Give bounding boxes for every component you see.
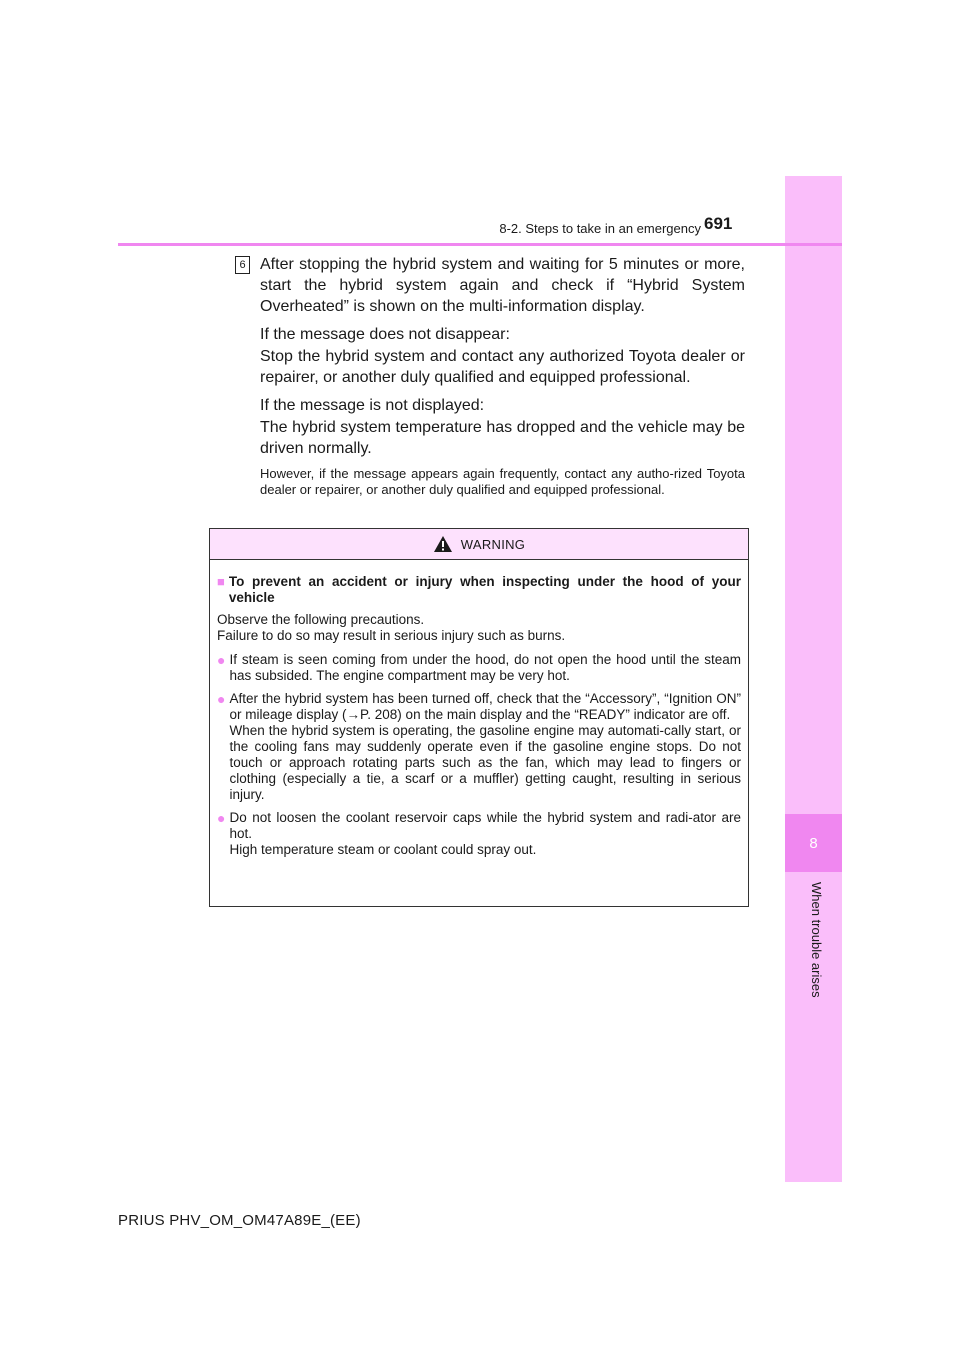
warning-title-row — [217, 574, 741, 606]
warning-intro-line1: Observe the following precautions. — [217, 612, 425, 627]
warning-bullet-line2: When the hybrid system is operating, the gasoline engine may automati-cally start, or the cooling fans may suddenly operate even if the gasoline engine stops. Do not touch or approach rotating parts such as the fan, which may lead to fingers or clothing (especially a tie, a scarf or a muffler) getting caught, resulting in serious injury. — [229, 723, 741, 802]
warning-bullet-text — [229, 810, 741, 858]
warning-bullet-line1: After the hybrid system has been turned off, check that the “Accessory”, “Ignition ON” or mileage display (→P. 208) on the main display and the “READY” indicator are off. — [229, 691, 741, 722]
step-note: However, if the message appears again frequently, contact any autho-rized Toyota dealer or repairer, or another duly qualified and equipped professional. — [260, 466, 745, 497]
header-divider — [118, 243, 842, 246]
chapter-side-tab — [785, 176, 842, 1182]
warning-bullet-text: If steam is seen coming from under the hood, do not open the hood until the steam has subsided. The engine compartment may be very hot. — [229, 652, 741, 683]
warning-header — [210, 529, 748, 560]
step-paragraph: After stopping the hybrid system and waiting for 5 minutes or more, start the hybrid system again and check if “Hybrid System Overheated” is shown on the multi-information display. — [260, 256, 745, 315]
case2-text: The hybrid system temperature has dropped and the vehicle may be driven normally. — [260, 419, 745, 457]
warning-bullet-line2: High temperature steam or coolant could spray out. — [229, 842, 537, 857]
warning-triangle-icon — [433, 535, 453, 553]
section-title: 8-2. Steps to take in an emergency — [499, 221, 701, 236]
square-bullet-icon: ■ — [217, 574, 225, 589]
circle-bullet-icon: ● — [217, 652, 226, 668]
chapter-number: 8 — [785, 814, 842, 872]
case1-text: Stop the hybrid system and contact any authorized Toyota dealer or repairer, or another duly qualified and equipped professional. — [260, 348, 745, 386]
warning-bullet-line1: Do not loosen the coolant reservoir caps while the hybrid system and radi-ator are hot. — [229, 810, 741, 841]
warning-bullet — [217, 810, 741, 858]
warning-body — [210, 560, 748, 858]
warning-box — [209, 528, 749, 907]
chapter-title: When trouble arises — [809, 882, 824, 998]
circle-bullet-icon: ● — [217, 691, 226, 707]
circle-bullet-icon: ● — [217, 810, 226, 826]
step-number-badge: 6 — [235, 256, 250, 274]
warning-bullet-text — [229, 691, 741, 803]
warning-intro — [217, 612, 741, 644]
document-id: PRIUS PHV_OM_OM47A89E_(EE) — [118, 1212, 361, 1229]
warning-label: WARNING — [460, 536, 526, 552]
case1-lead: If the message does not disappear: — [260, 326, 510, 343]
warning-bullet — [217, 691, 741, 803]
page-number: 691 — [704, 214, 733, 233]
warning-intro-line2: Failure to do so may result in serious injury such as burns. — [217, 628, 566, 643]
warning-title: To prevent an accident or injury when inspecting under the hood of your vehicle — [228, 574, 741, 605]
case2-lead: If the message is not displayed: — [260, 397, 485, 414]
warning-bullet — [217, 652, 741, 684]
